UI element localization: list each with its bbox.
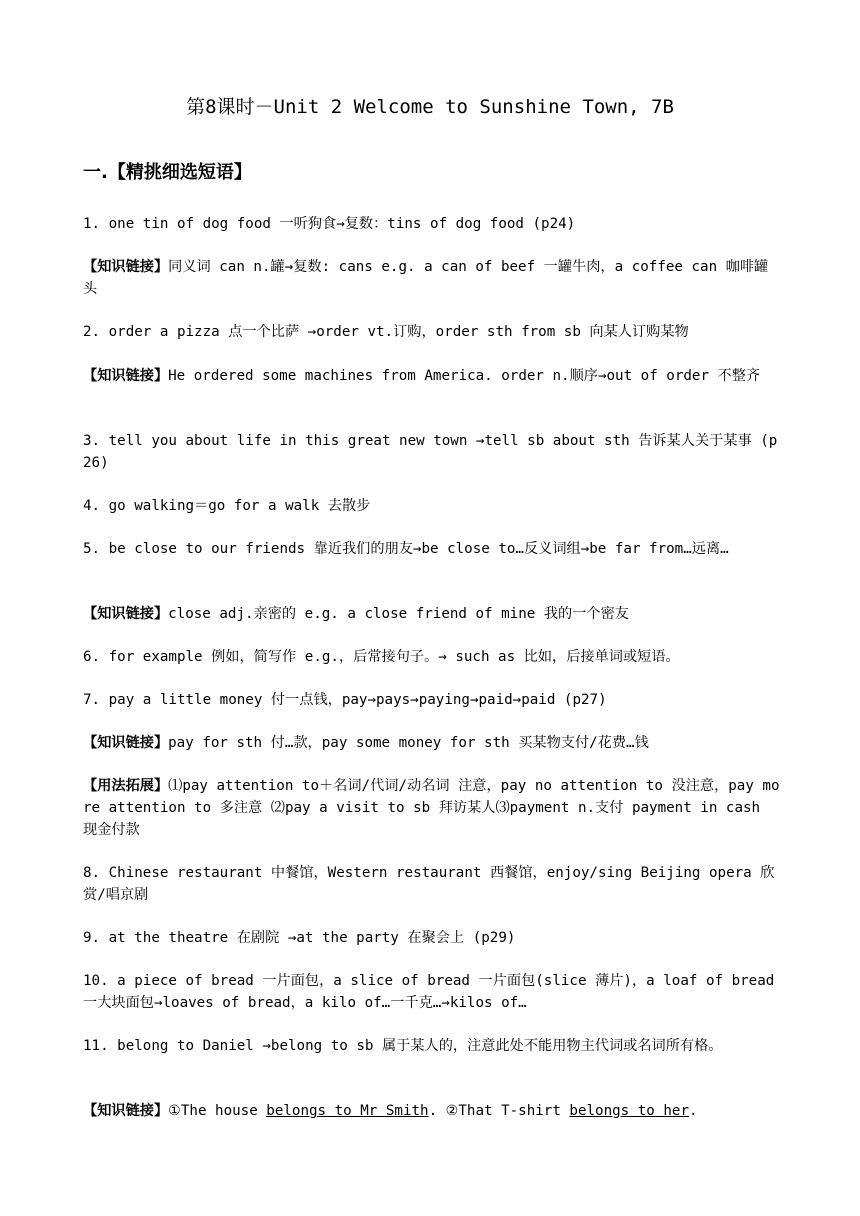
usage-extension-tag: 【用法拓展】 (83, 778, 169, 794)
phrase-item-2: 2. order a pizza 点一个比萨 →order vt.订购，order sth from sb 向某人订购某物 (83, 324, 689, 340)
knowledge-link-1 (83, 256, 780, 300)
knowledge-link-2 (83, 365, 780, 387)
knowledge-link-4 (83, 732, 780, 754)
phrase-item-6: 6. for example 例如，简写作 e.g.，后常接句子。→ such as 比如，后接单词或短语。 (83, 649, 680, 665)
phrase-item-9: 9. at the theatre 在剧院 →at the party 在聚会上 (p29) (83, 930, 516, 946)
knowledge-link-5 (83, 1100, 780, 1122)
knowledge-link-tag: 【知识链接】 (83, 259, 169, 275)
phrase-item-1: 1. one tin of dog food 一听狗食→复数：tins of dog food (p24) (83, 216, 576, 232)
knowledge-link-text: close adj.亲密的 e.g. a close friend of mine 我的一个密友 (168, 606, 629, 622)
usage-extension-text: ⑴pay attention to＋名词/代词/动名词 注意，pay no attention to 没注意，pay more attention to 多注意 ⑵pay a visit to sb 拜访某人⑶payment n.支付 payment in cash 现金付款 (83, 778, 780, 838)
phrase-item-11: 11. belong to Daniel →belong to sb 属于某人的，注意此处不能用物主代词或名词所有格。 (83, 1038, 723, 1054)
phrase-item-3: 3. tell you about life in this great new town →tell sb about sth 告诉某人关于某事 (p26) (83, 433, 778, 471)
knowledge-link-text: He ordered some machines from America. order n.顺序→out of order 不整齐 (168, 368, 761, 384)
knowledge-link-3 (83, 603, 780, 625)
knowledge-link-text: pay for sth 付…款，pay some money for sth 买某物支付/花费…钱 (168, 735, 649, 751)
phrase-item-4: 4. go walking＝go for a walk 去散步 (83, 498, 371, 514)
example-a-post: . ②That T-shirt (428, 1103, 570, 1119)
knowledge-link-tag: 【知识链接】 (83, 368, 169, 384)
example-a-underlined: belongs to Mr Smith (266, 1103, 429, 1119)
phrase-item-7: 7. pay a little money 付一点钱，pay→pays→paying→paid→paid (p27) (83, 692, 607, 708)
phrase-item-5: 5. be close to our friends 靠近我们的朋友→be close to…反义词组→be far from…远离… (83, 541, 729, 557)
phrase-item-10: 10. a piece of bread 一片面包，a slice of bread 一片面包(slice 薄片)，a loaf of bread 一大块面包→loaves of bread，a kilo of…一千克…→kilos of… (83, 973, 775, 1011)
knowledge-link-text: 同义词 can n.罐→复数: cans e.g. a can of beef 一罐牛肉，a coffee can 咖啡罐头 (83, 259, 769, 297)
page-title: 第8课时－Unit 2 Welcome to Sunshine Town, 7B (186, 96, 674, 118)
knowledge-link-tag: 【知识链接】 (83, 606, 169, 622)
example-b-post: . (689, 1103, 698, 1119)
knowledge-link-tag: 【知识链接】 (83, 1103, 169, 1119)
section-heading: 一.【精挑细选短语】 (83, 162, 252, 183)
usage-extension (83, 775, 780, 841)
example-a-pre: ①The house (168, 1103, 267, 1119)
phrase-item-8: 8. Chinese restaurant 中餐馆，Western restaurant 西餐馆，enjoy/sing Beijing opera 欣赏/唱京剧 (83, 865, 775, 903)
knowledge-link-tag: 【知识链接】 (83, 735, 169, 751)
example-b-underlined: belongs to her (569, 1103, 690, 1119)
